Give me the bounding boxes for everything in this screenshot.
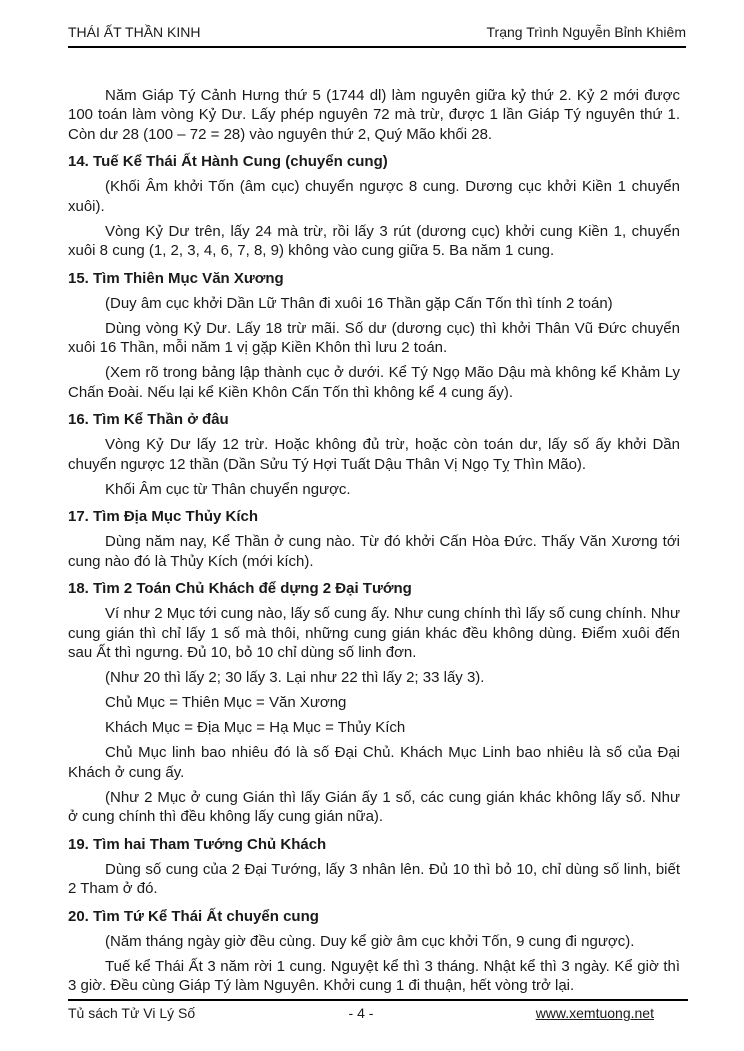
formula-chu-muc: Chủ Mục = Thiên Mục = Văn Xương: [105, 694, 347, 711]
section-heading-15: 15. Tìm Thiên Mục Văn Xương: [68, 269, 284, 287]
paragraph: Dùng năm nay, Kể Thần ở cung nào. Từ đó khởi Cấn Hòa Đức. Thấy Văn Xương tới cung nào đó là Thủy Kích (mới kích).: [68, 533, 680, 570]
footer-series-title: Tủ sách Tử Vi Lý Số: [68, 1005, 196, 1021]
footer-page-number: - 4 -: [348, 1005, 374, 1021]
paragraph: Tuế kể Thái Ất 3 năm rời 1 cung. Nguyệt kể thì 3 tháng. Nhật kể thì 3 ngày. Kể giờ thì 3 giờ. Đều cùng Giáp Tý làm Nguyên. Khởi cung 1 đi thuận, hết vòng trở lại.: [68, 957, 680, 994]
formula-khach-muc: Khách Mục = Địa Mục = Hạ Mục = Thủy Kích: [105, 719, 406, 736]
section-heading-20: 20. Tìm Tứ Kể Thái Ất chuyển cung: [68, 907, 319, 925]
paragraph: Ví như 2 Mục tới cung nào, lấy số cung ấy. Như cung chính thì lấy số cung chính. Như cung gián thì chỉ lấy 1 số mà thôi, những cung gián khác đều không dùng. Điểm xuôi đến sau Ất thì ngưng. Đủ 10, bỏ 10 chỉ dùng số linh đơn.: [68, 605, 680, 661]
page-body-text: [68, 50, 680, 1001]
footer-website-container: [459, 1005, 688, 1021]
page-header: [68, 0, 686, 48]
paragraph: (Xem rõ trong bảng lập thành cục ở dưới. Kể Tý Ngọ Mão Dậu mà không kể Khảm Ly Chấn Đoài. Nếu lại kể Kiền Khôn Cấn Tốn thì không kể 4 cung ấy).: [68, 364, 680, 401]
section-heading-19: 19. Tìm hai Tham Tướng Chủ Khách: [68, 835, 327, 853]
header-book-title: THÁI ẤT THẦN KINH: [68, 24, 201, 40]
paragraph: (Như 20 thì lấy 2; 30 lấy 3. Lại như 22 thì lấy 2; 33 lấy 3).: [105, 669, 485, 686]
paragraph-intro: Năm Giáp Tý Cảnh Hưng thứ 5 (1744 dl) làm nguyên giữa kỷ thứ 2. Kỷ 2 mới được 100 toán làm vòng Kỷ Dư. Lấy phép nguyên 72 mà trừ, được 1 lần Giáp Tý nguyên thứ 1. Còn dư 28 (100 – 72 = 28) vào nguyên thứ 2, Quý Mão khối 28.: [68, 86, 680, 143]
paragraph: (Khối Âm khởi Tốn (âm cục) chuyển ngược 8 cung. Dương cục khởi Kiền 1 chuyển xuôi).: [68, 178, 680, 215]
paragraph: Khối Âm cục từ Thân chuyển ngược.: [105, 480, 351, 498]
footer-website-link[interactable]: www.xemtuong.net: [535, 1005, 654, 1021]
paragraph: Vòng Kỷ Dư lấy 12 trừ. Hoặc không đủ trừ, hoặc còn toán dư, lấy số ấy khởi Dần chuyển ngược 12 thần (Dần Sửu Tý Hợi Tuất Dậu Thân Vị Ngọ Tỵ Thìn Mão).: [68, 436, 680, 473]
paragraph: (Năm tháng ngày giờ đều cùng. Duy kể giờ âm cục khởi Tốn, 9 cung đi ngược).: [105, 932, 635, 950]
paragraph: (Như 2 Mục ở cung Gián thì lấy Gián ấy 1 số, các cung gián khác không lấy số. Như ở cung chính thì đều không lấy cung gián nữa).: [68, 788, 680, 825]
paragraph: (Duy âm cục khởi Dần Lữ Thân đi xuôi 16 Thần gặp Cấn Tốn thì tính 2 toán): [105, 294, 613, 312]
section-heading-18: 18. Tìm 2 Toán Chủ Khách để dựng 2 Đại Tướng: [68, 580, 412, 597]
page-footer: [68, 999, 688, 1021]
section-heading-14: 14. Tuế Kể Thái Ất Hành Cung (chuyển cung): [68, 153, 388, 170]
paragraph: Chủ Mục linh bao nhiêu đó là số Đại Chủ. Khách Mục Linh bao nhiêu là số của Đại Khách ở cung ấy.: [68, 744, 680, 781]
paragraph: Dùng số cung của 2 Đại Tướng, lấy 3 nhân lên. Đủ 10 thì bỏ 10, chỉ dùng số linh, biết 2 Tham ở đó.: [68, 860, 680, 897]
section-heading-17: 17. Tìm Địa Mục Thủy Kích: [68, 508, 259, 525]
header-author: Trạng Trình Nguyễn Bỉnh Khiêm: [486, 24, 686, 40]
paragraph: Vòng Kỷ Dư trên, lấy 24 mà trừ, rồi lấy 3 rút (dương cục) khởi cung Kiền 1, chuyển xuôi 8 cung (1, 2, 3, 4, 6, 7, 8, 9) không vào cung giữa 5. Ba năm 1 cung.: [68, 222, 680, 259]
paragraph: Dùng vòng Kỷ Dư. Lấy 18 trừ mãi. Số dư (dương cục) thì khởi Thân Vũ Đức chuyển xuôi 16 Thần, mỗi năm 1 vị gặp Kiền Khôn thì lưu 2 toán.: [68, 319, 680, 356]
section-heading-16: 16. Tìm Kể Thần ở đâu: [68, 411, 229, 428]
